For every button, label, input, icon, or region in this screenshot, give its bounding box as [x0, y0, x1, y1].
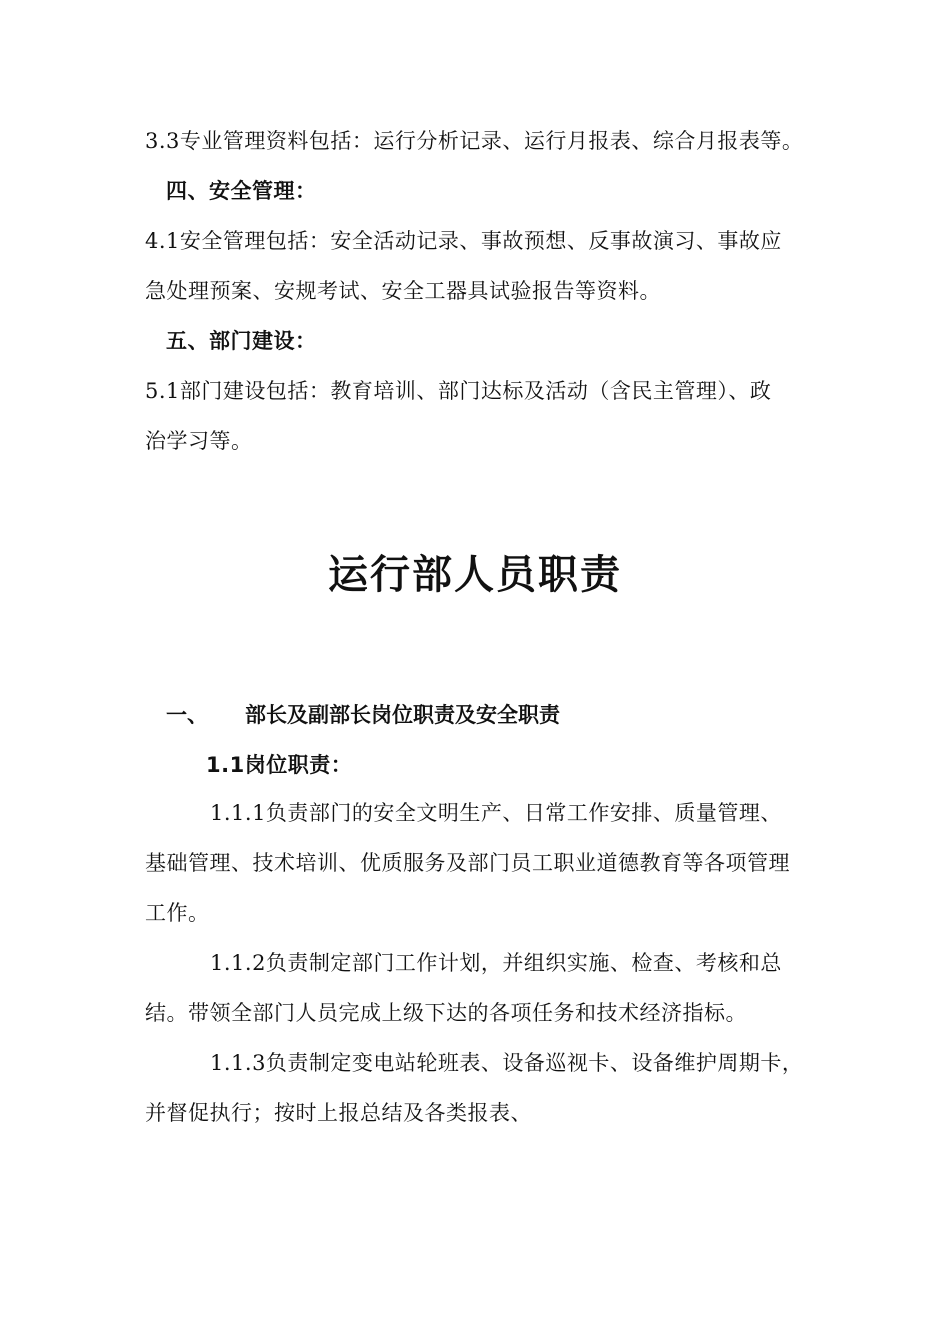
paragraph-5-1-line-2: 治学习等。 [145, 429, 253, 453]
paragraph-1-1-1-line-1: 1.1.1负责部门的安全文明生产、日常工作安排、质量管理、 [210, 801, 782, 825]
paragraph-1-1-1-line-3: 工作。 [145, 901, 210, 925]
paragraph-4-1-line-2: 急处理预案、安规考试、安全工器具试验报告等资料。 [145, 279, 661, 303]
heading-1-1: 1.1岗位职责： [206, 753, 353, 777]
paragraph-1-1-1-line-2: 基础管理、技术培训、优质服务及部门员工职业道德教育等各项管理 [145, 851, 790, 875]
paragraph-3-3: 3.3专业管理资料包括：运行分析记录、运行月报表、综合月报表等。 [145, 129, 804, 153]
heading-department-building: 五、部门建设： [166, 329, 317, 353]
heading-safety-management: 四、安全管理： [166, 179, 317, 203]
paragraph-1-1-3-line-2: 并督促执行；按时上报总结及各类报表、 [145, 1101, 532, 1125]
section-1-number: 一、 [166, 703, 208, 727]
paragraph-1-1-2-line-2: 结。带领全部门人员完成上级下达的各项任务和技术经济指标。 [145, 1001, 747, 1025]
section-1-heading: 部长及副部长岗位职责及安全职责 [245, 703, 560, 727]
paragraph-1-1-3-line-1: 1.1.3负责制定变电站轮班表、设备巡视卡、设备维护周期卡， [210, 1051, 804, 1075]
page-title: 运行部人员职责 [328, 552, 622, 598]
paragraph-1-1-2-line-1: 1.1.2负责制定部门工作计划，并组织实施、检查、考核和总 [210, 951, 782, 975]
paragraph-4-1-line-1: 4.1安全管理包括：安全活动记录、事故预想、反事故演习、事故应 [145, 229, 782, 253]
paragraph-5-1-line-1: 5.1部门建设包括：教育培训、部门达标及活动（含民主管理）、政 [145, 379, 772, 403]
